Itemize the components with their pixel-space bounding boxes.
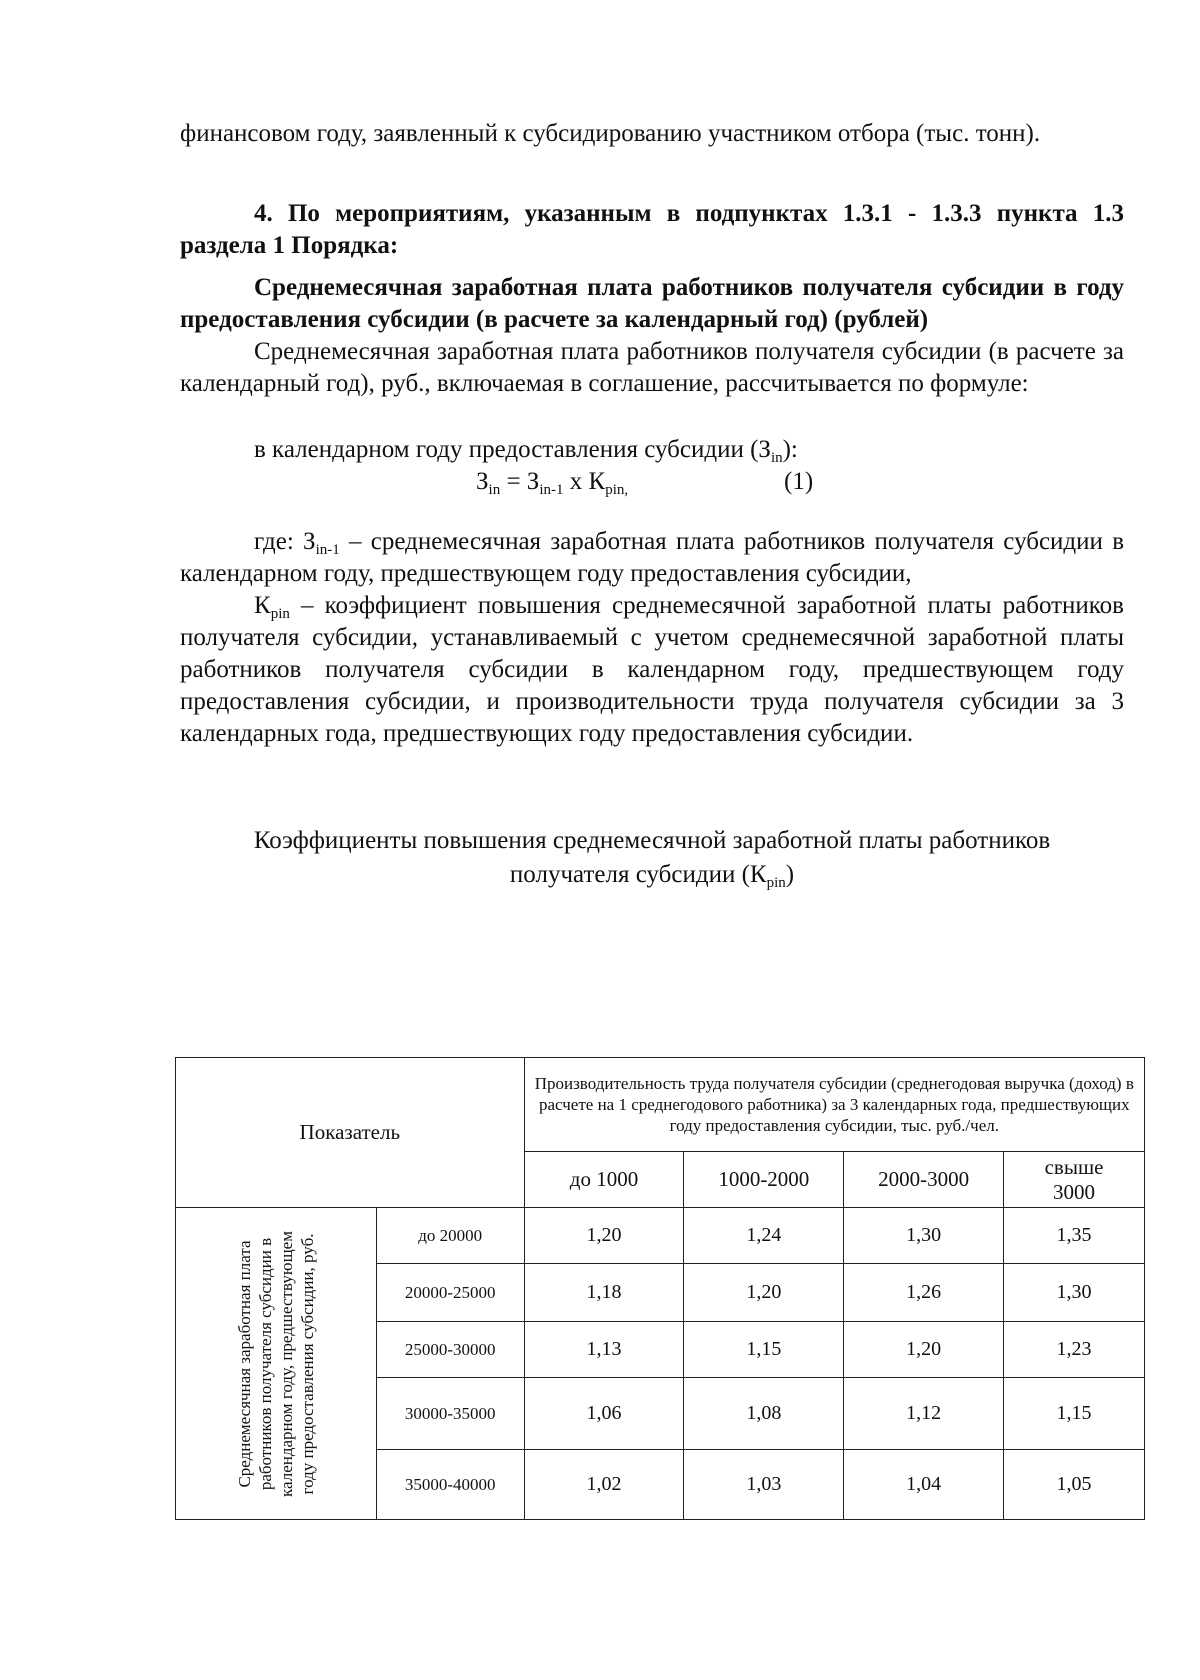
row-range: 35000-40000 <box>376 1450 524 1520</box>
row-range: 20000-25000 <box>376 1264 524 1322</box>
table-row <box>176 1208 1145 1264</box>
table-cell: 1,03 <box>684 1450 844 1520</box>
table-cell: 1,20 <box>844 1322 1004 1378</box>
table-cell: 1,04 <box>844 1450 1004 1520</box>
indicator-header: Показатель <box>176 1058 525 1208</box>
row-range: 30000-35000 <box>376 1378 524 1450</box>
table-cell: 1,26 <box>844 1264 1004 1322</box>
row-group-label-cell <box>176 1208 377 1520</box>
table-cell: 1,02 <box>524 1450 684 1520</box>
intro-paragraph: финансовом году, заявленный к субсидированию участником отбора (тыс. тонн). <box>180 120 1041 147</box>
document-page <box>180 118 1124 892</box>
where-definition-1: где: $З_{in-1}$ – среднемесячная заработная плата работников получателя субсидии в календарном году, предшествующем году предоставления субсидии, <box>180 528 1124 587</box>
formula-number: (1) <box>784 468 814 495</box>
table-cell: 1,05 <box>1004 1450 1145 1520</box>
section-heading: 4. По мероприятиям, указанным в подпунктах 1.3.1 - 1.3.3 пункта 1.3 раздела 1 Порядка: <box>180 200 1124 259</box>
column-header: 2000-3000 <box>844 1152 1004 1208</box>
formula-intro: в календарном году предоставления субсидии $(З_{in})$: <box>254 436 798 466</box>
where-definition-2: $К_{pin}$ – коэффициент повышения среднемесячной заработной платы работников получателя субсидии, устанавливаемый с учетом среднемесячной заработной платы работников получателя субсидии в календарном году, предшествующем году предоставления субсидии, и производительности труда получателя субсидии за 3 календарных года, предшествующих году предоставления субсидии. <box>180 592 1124 747</box>
formula-expression: $З_{in} = З_{in-1}$ х $К_{pin,}$ <box>476 468 629 498</box>
column-header: свыше 3000 <box>1004 1152 1145 1208</box>
table-cell: 1,23 <box>1004 1322 1145 1378</box>
table-cell: 1,30 <box>844 1208 1004 1264</box>
table-cell: 1,30 <box>1004 1264 1145 1322</box>
table-cell: 1,24 <box>684 1208 844 1264</box>
table-cell: 1,13 <box>524 1322 684 1378</box>
productivity-header: Производительность труда получателя субсидии (среднегодовая выручка (доход) в расчете на 1 среднегодового работника) за 3 календарных года, предшествующих году предоставления субсидии, тыс. руб./чел. <box>524 1058 1144 1152</box>
table-cell: 1,15 <box>1004 1378 1145 1450</box>
column-header: до 1000 <box>524 1152 684 1208</box>
column-header: 1000-2000 <box>684 1152 844 1208</box>
row-range: до 20000 <box>376 1208 524 1264</box>
row-group-label: Среднемесячная заработная плата работников получателя субсидии в календарном году, предшествующем году предоставления субсидии, руб. <box>234 1230 317 1497</box>
table-title: Коэффициенты повышения среднемесячной заработной платы работников получателя субсидии $(К_{pin})$ <box>253 827 1051 891</box>
table-cell: 1,08 <box>684 1378 844 1450</box>
formula <box>180 466 1124 502</box>
coefficient-table <box>175 1057 1145 1520</box>
table-cell: 1,06 <box>524 1378 684 1450</box>
table-cell: 1,35 <box>1004 1208 1145 1264</box>
formula-description: Среднемесячная заработная плата работников получателя субсидии (в расчете за календарный год), руб., включаемая в соглашение, рассчитывается по формуле: <box>180 338 1124 397</box>
row-range: 25000-30000 <box>376 1322 524 1378</box>
table-cell: 1,12 <box>844 1378 1004 1450</box>
table-cell: 1,15 <box>684 1322 844 1378</box>
table-cell: 1,20 <box>684 1264 844 1322</box>
table-cell: 1,18 <box>524 1264 684 1322</box>
subheading: Среднемесячная заработная плата работников получателя субсидии в году предоставления субсидии (в расчете за календарный год) (рублей) <box>180 274 1124 333</box>
table-cell: 1,20 <box>524 1208 684 1264</box>
